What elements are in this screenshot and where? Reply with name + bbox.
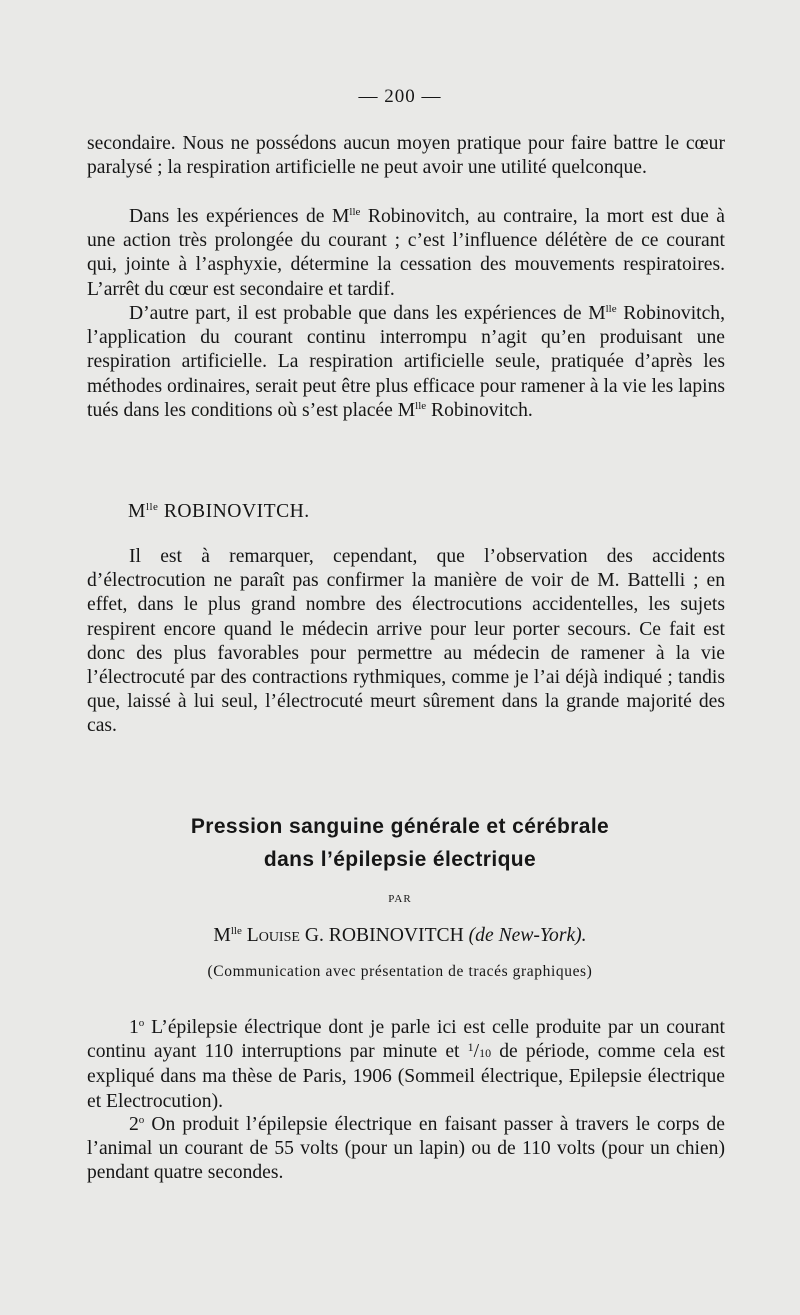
paragraph-text: Robinovitch. [426, 399, 533, 421]
paragraph-continuation [87, 132, 725, 180]
fraction-numerator: 1 [467, 1040, 474, 1055]
superscript: lle [605, 303, 617, 315]
superscript: lle [145, 501, 159, 513]
paragraph-text: secondaire. Nous ne possédons aucun moyen pratique pour faire battre le cœur paralysé ; la respiration artificielle ne peut avoir une utilité quelconque. [87, 133, 725, 179]
paragraph-other-hand [87, 302, 725, 423]
title-line-1: Pression sanguine générale et cérébrale [190, 815, 610, 838]
paragraph-text: Robinovitch, l’application du courant continu interrompu n’agit qu’en produisant une respiration artificielle. La respiration artificielle seule, pratiquée d’après les méthodes ordinaires, serait peut être plus efficace pour ramener à la vie les lapins tués dans les conditions où s’est placée M [87, 303, 725, 421]
author-place: (de New-York). [468, 925, 587, 946]
article-title [0, 810, 800, 876]
signature-name: ROBINOVITCH. [158, 501, 310, 522]
author-first-name: Louise [241, 925, 300, 946]
item-number: 2 [129, 1114, 139, 1135]
author-prefix: M [213, 925, 231, 946]
title-line-2: dans l’épilepsie électrique [263, 848, 537, 871]
superscript: lle [349, 206, 361, 218]
communication-note: (Communication avec présentation de tracés graphiques) [207, 963, 593, 980]
author-line [0, 924, 800, 948]
paragraph-text: de période, comme cela est expliqué dans ma thèse de Paris, 1906 (Sommeil électrique, Epilepsie électrique et Electrocution). [87, 1041, 725, 1112]
author-name: G. ROBINOVITCH [299, 925, 469, 946]
paragraph-text: Robinovitch, au contraire, la mort est due à une action très prolongée du courant ; c’est l’influence délétère de ce courant qui, jointe à l’asphyxie, détermine la cessation des mouvements respiratoires. L’arrêt du cœur est secondaire et tardif. [87, 206, 725, 300]
paragraph-experiments [87, 205, 725, 302]
page-number: — 200 — [358, 86, 442, 107]
paragraph-reply [87, 545, 725, 739]
signature [128, 500, 310, 524]
item-number: 1 [129, 1017, 139, 1038]
paragraph-text: Il est à remarquer, cependant, que l’observation des accidents d’électrocution ne paraît pas confirmer la manière de voir de M. Battelli ; en effet, dans le plus grand nombre des électrocutions accidentelles, les sujets respirent encore quand le médecin arrive pour leur porter secours. Ce fait est donc des plus favorables pour permettre au médecin de ramener à la vie l’électrocuté par des contractions rythmiques, comme je l’ai déjà indiqué ; tandis que, laissé à lui seul, l’électrocuté meurt sûrement dans la grande majorité des cas. [87, 546, 725, 737]
paragraph-text: L’épilepsie électrique dont je parle ici est celle produite par un courant continu ayant 110 interruptions par minute et [87, 1017, 725, 1063]
byline-par: PAR [388, 893, 412, 905]
fraction-denominator: 10 [479, 1046, 492, 1061]
paragraph-text: D’autre part, il est probable que dans les expériences de M [129, 303, 606, 324]
superscript: lle [415, 399, 427, 412]
signature-prefix: M [128, 501, 146, 522]
superscript: o [138, 1017, 145, 1029]
superscript: o [138, 1114, 145, 1126]
paragraph-text: On produit l’épilepsie électrique en faisant passer à travers le corps de l’animal un courant de 55 volts (pour un lapin) ou de 110 volts (pour un chien) pendant quatre secondes. [87, 1114, 725, 1184]
superscript: lle [230, 925, 242, 937]
paragraph-text: Dans les expériences de M [129, 206, 350, 227]
paragraph-point-2 [87, 1113, 725, 1186]
paragraph-point-1: 1$^o$ L’épilepsie électrique dont je parle ici est celle produite par un courant continu ayant 110 interruptions par minute et $^1$/10 de période, comme cela est expliqué dans ma thèse de Paris, 1906 (Sommeil électrique, Epilepsie électrique et Electrocution). [87, 1017, 725, 1112]
